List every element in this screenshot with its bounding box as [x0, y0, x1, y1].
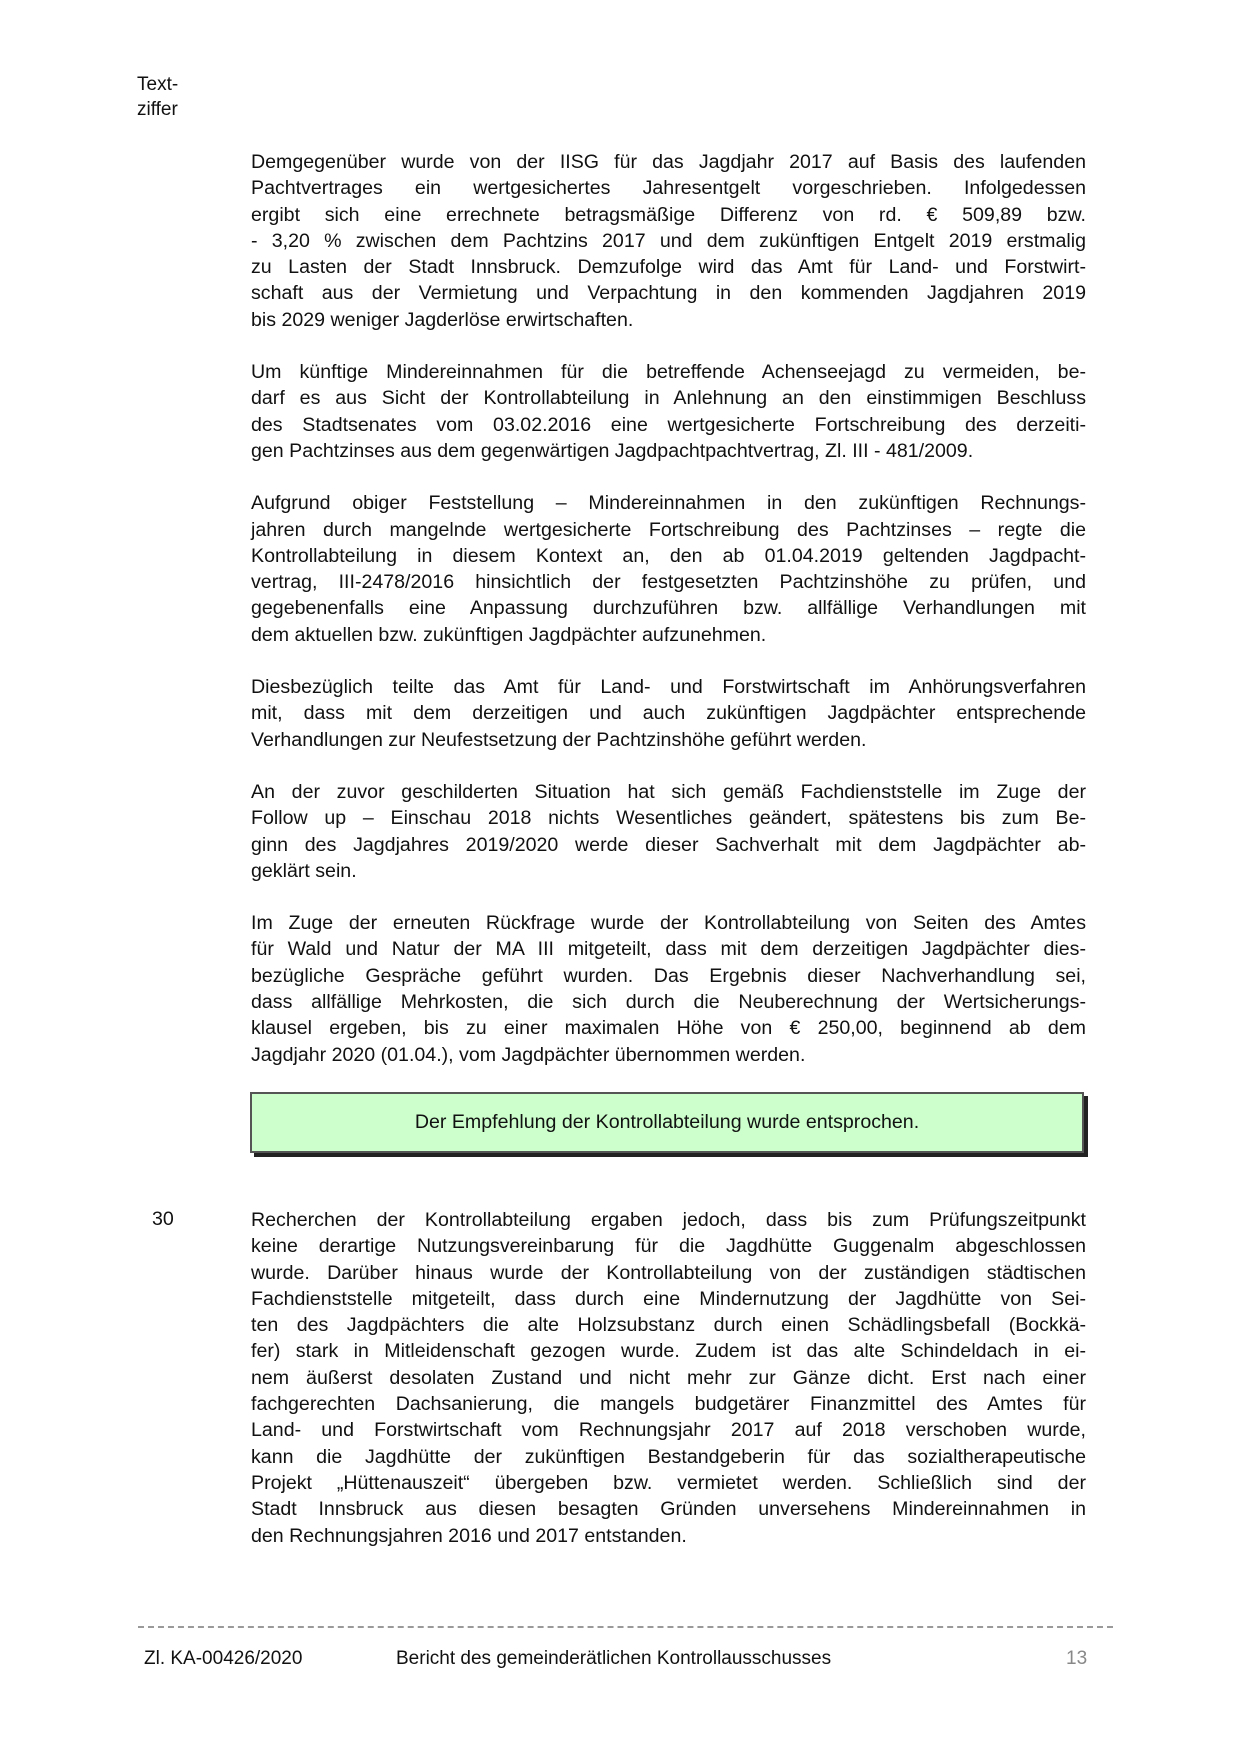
text-line: wurde. Darüber hinaus wurde der Kontrollabteilung von der zuständigen städtischen	[251, 1261, 1086, 1284]
section-number: 30	[152, 1208, 174, 1230]
body-text	[251, 149, 1086, 1094]
margin-label: Text- ziffer	[137, 74, 179, 120]
text-line: dass allfällige Mehrkosten, die sich durch die Neuberechnung der Wertsicherungs-	[251, 991, 1086, 1014]
text-line: Diesbezüglich teilte das Amt für Land- und Forstwirtschaft im Anhörungsverfahren	[251, 676, 1086, 699]
page-number: 13	[1066, 1648, 1088, 1669]
paragraph	[251, 779, 1086, 884]
text-line: kann die Jagdhütte der zukünftigen Bestandgeberin für das sozialtherapeutische	[251, 1445, 1086, 1468]
text-line: An der zuvor geschilderten Situation hat sich gemäß Fachdienststelle im Zuge der	[251, 780, 1086, 803]
text-line: Um künftige Mindereinnahmen für die betreffende Achenseejagd zu vermeiden, be-	[251, 361, 1086, 384]
text-line: Fachdienststelle mitgeteilt, dass durch eine Mindernutzung der Jagdhütte von Sei-	[251, 1287, 1086, 1310]
recommendation-box	[250, 1092, 1084, 1153]
text-line: gegebenenfalls eine Anpassung durchzuführen bzw. allfällige Verhandlungen mit	[251, 597, 1086, 620]
section-body	[251, 1207, 1086, 1575]
text-line: des Stadtsenates vom 03.02.2016 eine wertgesicherte Fortschreibung des derzeiti-	[251, 413, 1086, 436]
text-line: Land- und Forstwirtschaft vom Rechnungsjahr 2017 auf 2018 verschoben wurde,	[251, 1419, 1086, 1442]
text-line: klausel ergeben, bis zu einer maximalen Höhe von € 250,00, beginnend ab dem	[251, 1017, 1086, 1040]
text-line: den Rechnungsjahren 2016 und 2017 entstanden.	[251, 1524, 687, 1547]
text-line: mit, dass mit dem derzeitigen und auch zukünftigen Jagdpächter entsprechende	[251, 702, 1086, 725]
text-line: schaft aus der Vermietung und Verpachtung in den kommenden Jagdjahren 2019	[251, 282, 1086, 305]
text-line: Aufgrund obiger Feststellung – Mindereinnahmen in den zukünftigen Rechnungs-	[251, 492, 1086, 515]
footer-divider	[138, 1626, 1113, 1628]
text-line: Stadt Innsbruck aus diesen besagten Gründen unversehens Mindereinnahmen in	[251, 1498, 1086, 1521]
text-line: bezügliche Gespräche geführt wurden. Das Ergebnis dieser Nachverhandlung sei,	[251, 964, 1086, 987]
text-line: Kontrollabteilung in diesem Kontext an, den ab 01.04.2019 geltenden Jagdpacht-	[251, 544, 1086, 567]
paragraph	[251, 1207, 1086, 1549]
text-line: gen Pachtzinses aus dem gegenwärtigen Jagdpachtpachtvertrag, Zl. III - 481/2009.	[251, 439, 974, 462]
text-line: ten des Jagdpächters die alte Holzsubstanz durch einen Schädlingsbefall (Bockkä-	[251, 1314, 1086, 1337]
text-line: Im Zuge der erneuten Rückfrage wurde der Kontrollabteilung von Seiten des Amtes	[251, 912, 1086, 935]
text-line: keine derartige Nutzungsvereinbarung für die Jagdhütte Guggenalm abgeschlossen	[251, 1235, 1086, 1258]
footer-title: Bericht des gemeinderätlichen Kontrollausschusses	[396, 1648, 832, 1669]
text-line: Pachtvertrages ein wertgesichertes Jahresentgelt vorgeschrieben. Infolgedessen	[251, 177, 1086, 200]
text-line: fer) stark in Mitleidenschaft gezogen wurde. Zudem ist das alte Schindeldach in ei-	[251, 1340, 1086, 1363]
paragraph	[251, 674, 1086, 753]
text-line: fachgerechten Dachsanierung, die mangels budgetärer Finanzmittel des Amtes für	[251, 1393, 1086, 1416]
paragraph	[251, 490, 1086, 648]
text-line: vertrag, III-2478/2016 hinsichtlich der festgesetzten Pachtzinshöhe zu prüfen, und	[251, 571, 1086, 594]
text-line: Follow up – Einschau 2018 nichts Wesentliches geändert, spätestens bis zum Be-	[251, 807, 1086, 830]
text-line: Recherchen der Kontrollabteilung ergaben jedoch, dass bis zum Prüfungszeitpunkt	[251, 1209, 1086, 1231]
text-line: für Wald und Natur der MA III mitgeteilt, dass mit dem derzeitigen Jagdpächter dies-	[251, 938, 1086, 961]
text-line: ergibt sich eine errechnete betragsmäßige Differenz von rd. € 509,89 bzw.	[251, 203, 1086, 226]
paragraph	[251, 149, 1086, 333]
text-line: jahren durch mangelnde wertgesicherte Fortschreibung des Pachtzinses – regte die	[251, 518, 1086, 541]
recommendation-text: Der Empfehlung der Kontrollabteilung wurde entsprochen.	[414, 1111, 920, 1133]
footer-reference: Zl. KA-00426/2020	[144, 1648, 303, 1669]
text-line: zu Lasten der Stadt Innsbruck. Demzufolge wird das Amt für Land- und Forstwirt-	[251, 256, 1086, 279]
paragraph	[251, 359, 1086, 464]
paragraph	[251, 910, 1086, 1068]
text-line: - 3,20 % zwischen dem Pachtzins 2017 und dem zukünftigen Entgelt 2019 erstmalig	[251, 229, 1086, 252]
text-line: Jagdjahr 2020 (01.04.), vom Jagdpächter übernommen werden.	[251, 1043, 806, 1066]
text-line: dem aktuellen bzw. zukünftigen Jagdpächter aufzunehmen.	[251, 623, 767, 646]
text-line: nem äußerst desolaten Zustand und nicht mehr zur Gänze dicht. Erst nach einer	[251, 1366, 1086, 1389]
text-line: Projekt „Hüttenauszeit“ übergeben bzw. vermietet werden. Schließlich sind der	[251, 1471, 1086, 1494]
text-line: geklärt sein.	[251, 859, 357, 882]
text-line: ginn des Jagdjahres 2019/2020 werde dieser Sachverhalt mit dem Jagdpächter ab-	[251, 833, 1086, 856]
text-line: darf es aus Sicht der Kontrollabteilung in Anlehnung an den einstimmigen Beschluss	[251, 387, 1086, 410]
text-line: bis 2029 weniger Jagderlöse erwirtschaften.	[251, 308, 634, 331]
text-line: Verhandlungen zur Neufestsetzung der Pachtzinshöhe geführt werden.	[251, 728, 867, 751]
text-line: Demgegenüber wurde von der IISG für das Jagdjahr 2017 auf Basis des laufenden	[251, 151, 1086, 173]
